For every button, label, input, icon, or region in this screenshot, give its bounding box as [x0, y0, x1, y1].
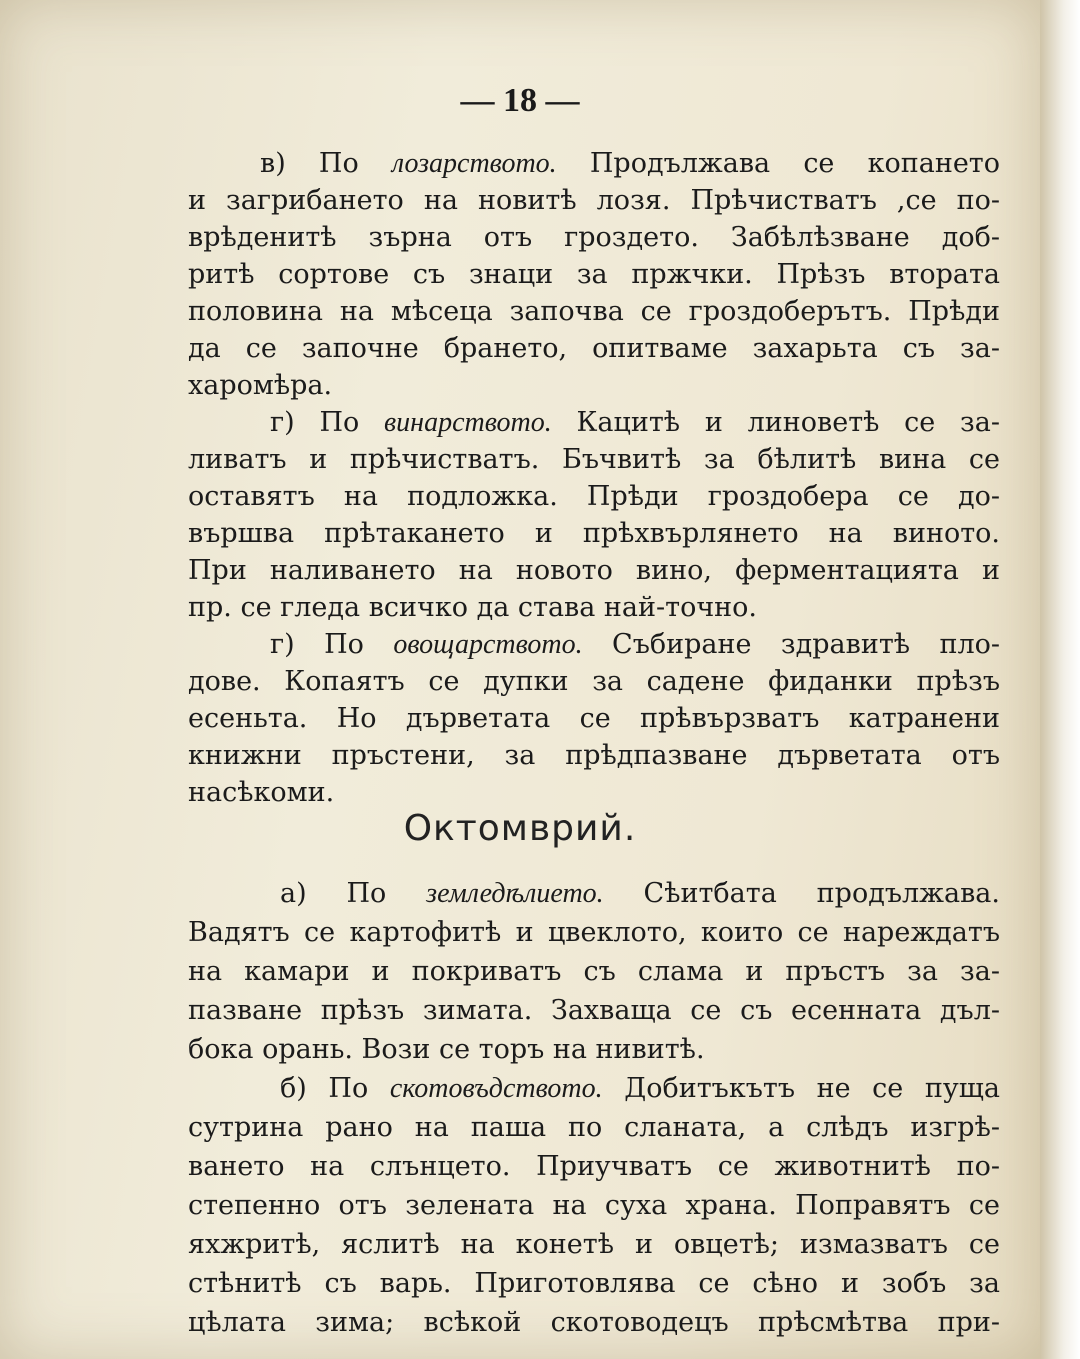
paragraph-topic: земледѣлието.: [426, 878, 604, 909]
paragraph-skotovadstvo-line: ването на слънцето. Приучватъ се животнитѣ по-: [188, 1151, 1000, 1182]
paragraph-skotovadstvo-line: степенно отъ зелената на суха храна. Поправятъ се: [188, 1190, 1000, 1221]
paragraph-vinarstvo-line: [270, 405, 1000, 441]
paragraph-prefix: б) По: [280, 1073, 390, 1104]
paragraph-lozarstvo-line: ритѣ сортове съ знаци за пржчки. Прѣзъ втората: [188, 259, 1000, 290]
page-edge: [1040, 0, 1080, 1359]
paragraph-zemedelie-line: Вадятъ се картофитѣ и цвеклото, които се нареждатъ: [188, 917, 1000, 948]
paragraph-vinarstvo-line: оставятъ на подложка. Прѣди гроздобера се до-: [188, 481, 1000, 512]
paragraph-skotovadstvo-line: стѣнитѣ съ варь. Приготовлява се сѣно и зобъ за: [188, 1268, 1000, 1299]
paragraph-zemedelie-line: пазване прѣзъ зимата. Захваща се съ есенната дъл-: [188, 995, 1000, 1026]
paragraph-lozarstvo-line: и загрибането на новитѣ лозя. Прѣчистватъ ,се по-: [188, 185, 1000, 216]
paragraph-lozarstvo-line: да се започне брането, опитваме захарьта съ за-: [188, 333, 1000, 364]
paragraph-lozarstvo-line: врѣденитѣ зърна отъ гроздето. Забѣлѣзване доб-: [188, 222, 1000, 253]
paragraph-skotovadstvo-line: сутрина рано на паша по сланата, а слѣдъ изгрѣ-: [188, 1112, 1000, 1143]
line-text: Добитъкътъ не се пуща: [624, 1073, 1000, 1104]
paragraph-topic: винарството.: [384, 407, 552, 438]
paragraph-zemedelie-line: бока орань. Вози се торъ на нивитѣ.: [188, 1034, 705, 1065]
paragraph-lozarstvo-line: половина на мѣсеца започва се гроздоберътъ. Прѣди: [188, 296, 1000, 327]
paragraph-skotovadstvo-line: [280, 1071, 1000, 1107]
line-text: Продължава се копането: [589, 148, 1000, 179]
paragraph-vinarstvo-line: ливатъ и прѣчистватъ. Бъчвитѣ за бѣлитѣ вина се: [188, 444, 1000, 475]
paragraph-topic: овощарството.: [393, 629, 583, 660]
paragraph-zemedelie-line: [280, 876, 1000, 912]
paragraph-topic: лозарството.: [391, 148, 557, 179]
paragraph-prefix: в) По: [260, 148, 392, 179]
paragraph-topic: скотовъдството.: [389, 1073, 603, 1104]
paragraph-ovoshtarstvo-line: есеньта. Но дърветата се прѣвързватъ катранени: [188, 703, 1000, 734]
line-text: Събиране здравитѣ пло-: [612, 629, 1000, 660]
paragraph-prefix: г) По: [270, 629, 394, 660]
paragraph-lozarstvo-line: [260, 146, 1000, 182]
paragraph-zemedelie-line: на камари и покриватъ съ слама и пръстъ за за-: [188, 956, 1000, 987]
section-heading-october: Октомврий.: [403, 808, 637, 849]
paragraph-skotovadstvo-line: цѣлата зима; всѣкой скотоводецъ прѣсмѣтва при-: [188, 1307, 1000, 1338]
paragraph-ovoshtarstvo-line: [270, 627, 1000, 663]
page-number: — 18 —: [460, 82, 580, 119]
paragraph-prefix: а) По: [280, 878, 427, 909]
paragraph-vinarstvo-line: вършва прѣтаканетo и прѣхвърлянето на виното.: [188, 518, 1000, 549]
paragraph-skotovadstvo-line: яхжритѣ, яслитѣ на конетѣ и овцетѣ; измазватъ се: [188, 1229, 1000, 1260]
paragraph-ovoshtarstvo-line: книжни пръстени, за прѣдпазване дърветата отъ: [188, 740, 1000, 771]
paragraph-ovoshtarstvo-line: дове. Копаятъ се дупки за садене фиданки прѣзъ: [188, 666, 1000, 697]
paragraph-ovoshtarstvo-line: насѣкоми.: [188, 777, 335, 808]
line-text: Кацитѣ и линоветѣ се за-: [576, 407, 1000, 438]
paragraph-lozarstvo-line: харомѣра.: [188, 370, 333, 401]
paragraph-vinarstvo-line: пр. се гледа всичко да става най-точно.: [188, 592, 758, 623]
paragraph-prefix: г) По: [270, 407, 385, 438]
line-text: Сѣитбата продължава.: [643, 878, 1000, 909]
paragraph-vinarstvo-line: При наливането на новото вино, ферментацията и: [188, 555, 1000, 586]
